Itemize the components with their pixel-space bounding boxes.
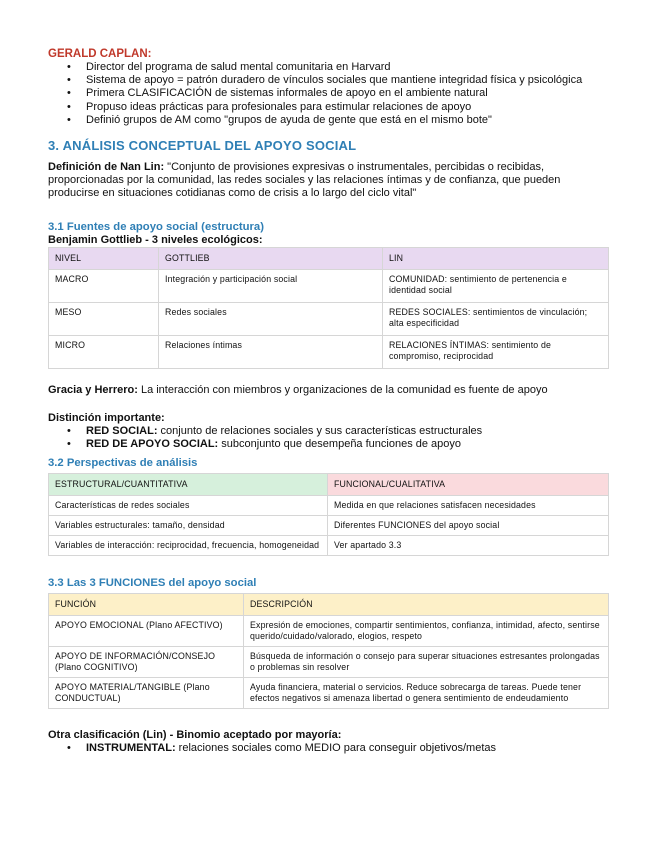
table-cell: MESO <box>49 302 159 335</box>
table-cell: Relaciones íntimas <box>159 335 383 368</box>
table-cell: APOYO MATERIAL/TANGIBLE (Plano CONDUCTUAL) <box>49 677 244 708</box>
item-text: conjunto de relaciones sociales y sus características estructurales <box>157 425 483 438</box>
table-header-row <box>49 247 609 269</box>
gracia-herrero <box>48 384 608 397</box>
table-cell: APOYO EMOCIONAL (Plano AFECTIVO) <box>49 615 244 646</box>
distincion-list <box>48 425 608 451</box>
gracia-label: Gracia y Herrero: <box>48 383 138 396</box>
table-cell: MICRO <box>49 335 159 368</box>
table-cell: Ver apartado 3.3 <box>328 535 609 555</box>
column-header: ESTRUCTURAL/CUANTITATIVA <box>49 473 328 495</box>
table-row <box>49 335 609 368</box>
column-header: DESCRIPCIÓN <box>244 593 609 615</box>
table-cell: MACRO <box>49 269 159 302</box>
item-label: RED SOCIAL: <box>86 425 158 438</box>
table-header-row <box>49 593 609 615</box>
list-item <box>86 742 608 755</box>
fuentes-table <box>48 247 609 369</box>
table-cell: RELACIONES ÍNTIMAS: sentimiento de compromiso, reciprocidad <box>383 335 609 368</box>
list-item <box>86 425 608 438</box>
table-cell: Variables estructurales: tamaño, densidad <box>49 515 328 535</box>
table-cell: REDES SOCIALES: sentimientos de vinculación; alta especificidad <box>383 302 609 335</box>
table-cell: Variables de interacción: reciprocidad, frecuencia, homogeneidad <box>49 535 328 555</box>
column-header: GOTTLIEB <box>159 247 383 269</box>
list-item: • Definió grupos de AM como "grupos de ayuda de gente que está en el mismo bote" <box>86 114 608 127</box>
item-text: subconjunto que desempeña funciones de apoyo <box>218 438 462 451</box>
gracia-text: La interacción con miembros y organizaciones de la comunidad es fuente de apoyo <box>137 383 548 396</box>
table-row <box>49 495 609 515</box>
table-cell: Diferentes FUNCIONES del apoyo social <box>328 515 609 535</box>
table-row <box>49 535 609 555</box>
section-3-2-title: 3.2 Perspectivas de análisis <box>48 456 198 469</box>
list-item: • Sistema de apoyo = patrón duradero de vínculos sociales que mantiene integridad física y psicológica <box>86 74 608 87</box>
table-row <box>49 515 609 535</box>
item-label: RED DE APOYO SOCIAL: <box>86 438 219 451</box>
table-cell: Expresión de emociones, compartir sentimientos, confianza, intimidad, afecto, sentirse querido/cuidado/valorado, elogios, respeto <box>244 615 609 646</box>
lin-definition <box>48 161 608 201</box>
table-cell: APOYO DE INFORMACIÓN/CONSEJO (Plano COGNITIVO) <box>49 646 244 677</box>
list-item <box>86 438 608 451</box>
list-item: • Director del programa de salud mental comunitaria en Harvard <box>86 61 608 74</box>
item-text: relaciones sociales como MEDIO para conseguir objetivos/metas <box>175 741 496 754</box>
table-cell: Redes sociales <box>159 302 383 335</box>
document-page <box>48 47 608 755</box>
list-item: • Propuso ideas prácticas para profesionales para estimular relaciones de apoyo <box>86 101 608 114</box>
section-3-1-title: 3.1 Fuentes de apoyo social (estructura) <box>48 220 264 233</box>
column-header: LIN <box>383 247 609 269</box>
column-header: FUNCIONAL/CUALITATIVA <box>328 473 609 495</box>
caplan-heading: GERALD CAPLAN: <box>48 48 152 60</box>
table-cell: Medida en que relaciones satisfacen necesidades <box>328 495 609 515</box>
otra-clasificacion-heading: Otra clasificación (Lin) - Binomio aceptado por mayoría: <box>48 728 342 741</box>
table-row <box>49 677 609 708</box>
table-cell: COMUNIDAD: sentimiento de pertenencia e identidad social <box>383 269 609 302</box>
section-3-3-title: 3.3 Las 3 FUNCIONES del apoyo social <box>48 576 257 589</box>
table-row <box>49 646 609 677</box>
table-header-row <box>49 473 609 495</box>
caplan-list <box>48 61 608 127</box>
column-header: FUNCIÓN <box>49 593 244 615</box>
list-item: • Primera CLASIFICACIÓN de sistemas informales de apoyo en el ambiente natural <box>86 87 608 100</box>
table-cell: Integración y participación social <box>159 269 383 302</box>
distincion-heading: Distinción importante: <box>48 412 165 425</box>
section-3-title: 3. ANÁLISIS CONCEPTUAL DEL APOYO SOCIAL <box>48 138 357 154</box>
gottlieb-subtitle: Benjamin Gottlieb - 3 niveles ecológicos: <box>48 233 263 246</box>
funciones-table <box>48 593 609 709</box>
table-row <box>49 302 609 335</box>
perspectivas-table <box>48 473 609 556</box>
definition-label: Definición de Nan Lin: <box>48 161 165 174</box>
table-cell: Ayuda financiera, material o servicios. Reduce sobrecarga de tareas. Puede tener efectos negativos si amenaza libertad o genera sentimiento de endeudamiento <box>244 677 609 708</box>
otra-clasificacion-list <box>48 742 608 755</box>
table-row <box>49 615 609 646</box>
column-header: NIVEL <box>49 247 159 269</box>
definition-text: "Conjunto de provisiones expresivas o instrumentales, percibidas o recibidas, proporcionadas por la comunidad, las redes sociales y las relaciones íntimas y de confianza, que pueden producirse en situaciones cotidianas como de crisis a lo largo del ciclo vital" <box>48 161 561 200</box>
table-cell: Características de redes sociales <box>49 495 328 515</box>
item-label: INSTRUMENTAL: <box>86 741 176 754</box>
table-cell: Búsqueda de información o consejo para superar situaciones estresantes prolongadas o problemas sin resolver <box>244 646 609 677</box>
table-row <box>49 269 609 302</box>
